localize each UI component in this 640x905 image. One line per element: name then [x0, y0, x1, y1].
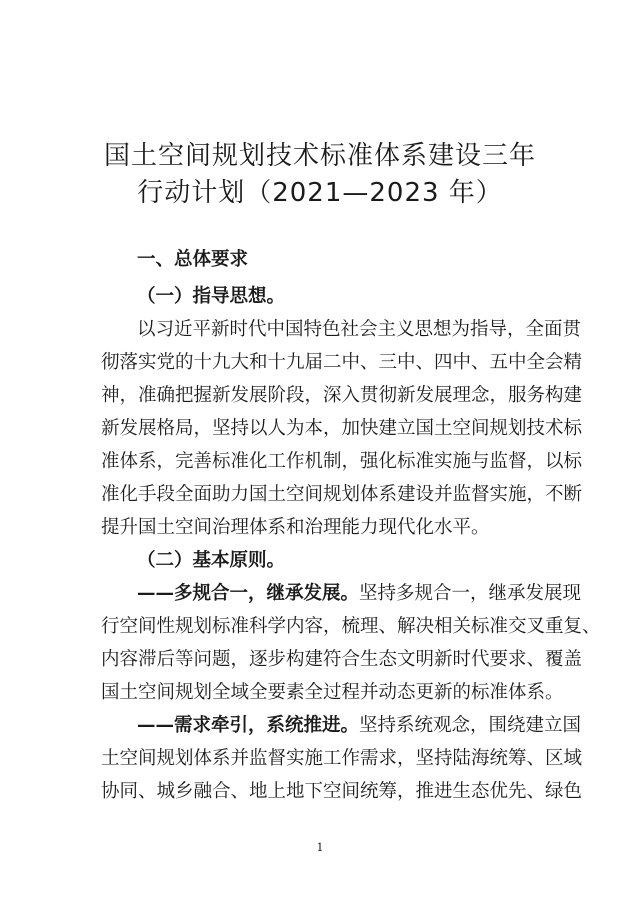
paragraph-line: 准体系，完善标准化工作机制，强化标准实施与监督，以标 — [101, 451, 583, 472]
principle2-first-line — [137, 714, 582, 738]
paragraph-line: 以习近平新时代中国特色社会主义思想为指导，全面贯 — [137, 319, 582, 340]
sub2-heading: （二）基本原则。 — [137, 550, 286, 571]
principle2-text: 坚持系统观念，围绕建立国 — [359, 715, 582, 736]
paragraph-line: 行空间性规划标准科学内容，梳理、解决相关标准交叉重复、 — [101, 616, 601, 637]
paragraph-line: 彻落实党的十九大和十九届二中、三中、四中、五中全会精 — [101, 352, 583, 373]
paragraph-line: 协同、城乡融合、地上地下空间统筹，推进生态优先、绿色 — [101, 781, 583, 802]
sub1-heading: （一）指导思想。 — [137, 286, 286, 307]
page-number: 1 — [316, 841, 324, 854]
paragraph-line: 内容滞后等问题，逐步构建符合生态文明新时代要求、覆盖 — [101, 649, 583, 670]
principle2-lead: ——需求牵引，系统推进。 — [137, 715, 360, 736]
paragraph-line: 神，准确把握新发展阶段，深入贯彻新发展理念，服务构建 — [101, 385, 583, 406]
paragraph-line: 国土空间规划全域全要素全过程并动态更新的标准体系。 — [101, 682, 564, 703]
document-title-line2: 行动计划（2021—2023 年） — [137, 178, 503, 208]
paragraph-line: 准化手段全面助力国土空间规划体系建设并监督实施，不断 — [101, 484, 583, 505]
principle1-first-line — [137, 582, 582, 606]
paragraph-line: 提升国土空间治理体系和治理能力现代化水平。 — [101, 517, 490, 538]
paragraph-line: 新发展格局，坚持以人为本，加快建立国土空间规划技术标 — [101, 418, 583, 439]
principle1-lead: ——多规合一，继承发展。 — [137, 583, 360, 604]
document-title-line1: 国土空间规划技术标准体系建设三年 — [103, 141, 536, 171]
principle1-text: 坚持多规合一，继承发展现 — [359, 583, 582, 604]
paragraph-line: 土空间规划体系并监督实施工作需求，坚持陆海统筹、区域 — [101, 748, 583, 769]
section1-heading: 一、总体要求 — [137, 249, 249, 270]
